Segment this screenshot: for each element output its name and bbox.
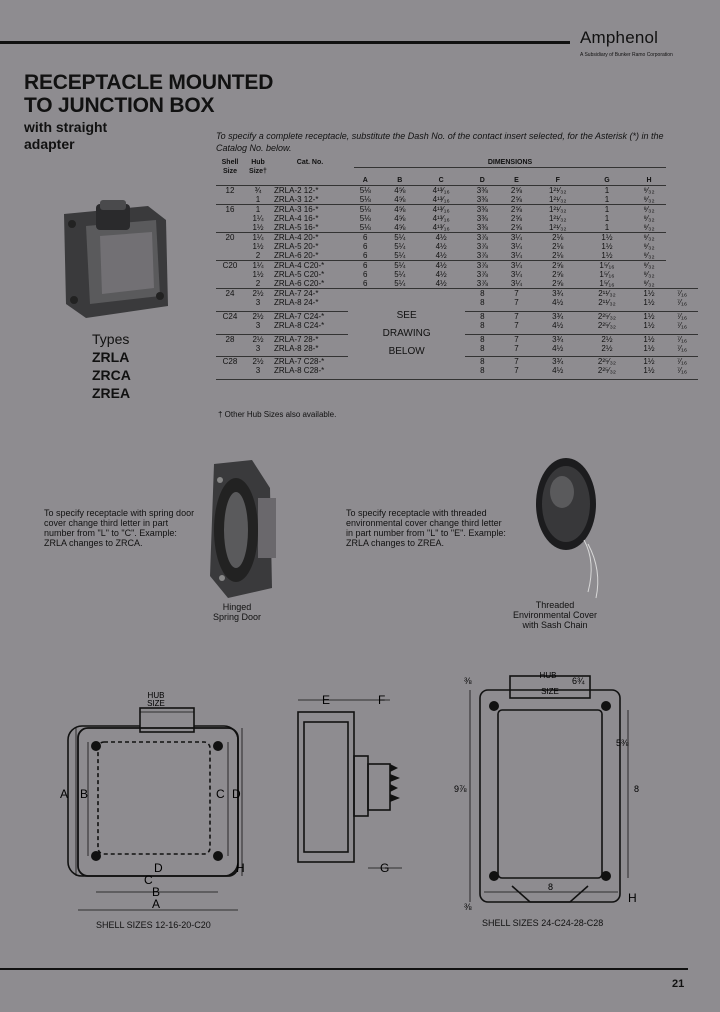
dim-a-label: A: [152, 897, 161, 911]
front-view-caption: SHELL SIZES 12-16-20-C20: [96, 920, 211, 930]
col-dimensions: DIMENSIONS: [354, 158, 666, 168]
large-shell-caption: SHELL SIZES 24-C24-28-C28: [482, 918, 604, 928]
intro-text: To specify a complete receptacle, substitute the Dash No. of the contact insert selected, for the Asterisk (*) in the Catalog No. below.: [216, 131, 664, 153]
col-a: A: [362, 177, 368, 184]
hub-size-label: SIZE: [541, 687, 559, 696]
table-row: C20 1¼ 1½ 2 ZRLA-4 C20-* ZRLA-5 C20-* ZRLA-6 C20-* 6 6 6 5¼ 5¼ 5¼ 4½ 4½ 4½ 3⅞ 3⅞ 3⅞ 3¼ 3¼ 3¼ 2⅝ 2⅝ 2⅝ 1⁵⁄₁₆ 1⁵⁄₁₆ 1⁵⁄₁₆ ⁹⁄₃₂ ⁹⁄₃₂ ⁹⁄₃₂: [216, 261, 698, 289]
bottom-eight-dim: 8: [548, 882, 554, 892]
bottom-small-dim: ⅜: [464, 902, 472, 912]
threaded-caption: Threaded Environmental Cover with Sash Chain: [512, 600, 598, 630]
hub-size-label: HUB: [539, 671, 557, 680]
col-h: H: [646, 177, 652, 184]
dim-h-label: H: [628, 891, 637, 905]
types-list: Types ZRLA ZRCA ZREA: [92, 331, 131, 401]
hub-size-label: SIZE: [147, 699, 165, 708]
page-title: RECEPTACLE MOUNTED TO JUNCTION BOX: [24, 71, 274, 117]
threaded-cover-note: To specify receptacle with threaded environmental cover change third letter in part number from "L" to "E". Example: ZRLA changes to ZREA.: [346, 508, 506, 548]
table-row: 28 2½ 3 ZRLA-7 28-* ZRLA-8 28-* 8 8 7 7 3¾ 4½ 2½ 2½ 1½ 1½ ⁷⁄₁₆ ⁷⁄₁₆: [216, 334, 698, 357]
dim-b-label: B: [152, 885, 161, 899]
col-cat-no: Cat. No.: [296, 159, 324, 166]
receptacle-photo: [56, 196, 176, 326]
dim-d-label: D: [232, 787, 241, 801]
table-row: C24 2½ 3 ZRLA-7 C24-* ZRLA-8 C24-* 8 8 7 7 3¾ 4½ 2²⁵⁄₃₂ 2²⁵⁄₃₂ 1½ 1½ ⁷⁄₁₆ ⁷⁄₁₆: [216, 311, 698, 334]
hinged-door-photo: [204, 458, 284, 600]
hub-size-label: HUB: [147, 691, 165, 700]
table-row: 24 2½ 3 ZRLA-7 24-* ZRLA-8 24-* SEE DRAWING BELOW 8 8 7 7 3¾ 4½ 2¹¹⁄₃₂ 2¹¹⁄₃₂ 1½ 1½ ⁷⁄₁₆ ⁷⁄₁₆: [216, 289, 698, 312]
col-b: B: [397, 177, 403, 184]
large-shell-drawing: [440, 666, 670, 922]
table-row: 12 ¾ 1 ZRLA-2 12-* ZRLA-3 12-* 5⅛ 5⅛ 4⅝ 4⅝ 4¹³⁄₁₆ 4¹³⁄₁₆ 3⅜ 3⅜ 2⅝ 2⅝ 1²¹⁄₃₂ 1²¹⁄₃₂ 1 1 ⁹⁄₃₂ ⁹⁄₃₂: [216, 186, 698, 205]
brand-logo: Amphenol: [580, 28, 659, 47]
col-g: G: [604, 177, 610, 184]
see-drawing-note: SEE DRAWING BELOW: [348, 289, 465, 380]
threaded-cover-photo: [526, 452, 610, 602]
table-footnote: † Other Hub Sizes also available.: [218, 410, 337, 419]
header-rule: [0, 41, 570, 44]
col-shell-size: Shell Size: [221, 159, 239, 175]
brand-tagline: A Subsidiary of Bunker Ramo Corporation: [580, 52, 673, 58]
col-d: D: [479, 177, 485, 184]
page-number: 21: [672, 978, 685, 990]
dim-a-label: A: [60, 787, 69, 801]
width-dim: 6¾: [572, 676, 585, 686]
upper-height-dim: 5⅜: [616, 738, 629, 748]
footer-rule: [0, 968, 688, 970]
table-row: 16 1 1¼ 1½ ZRLA-3 16-* ZRLA-4 16-* ZRLA-5 16-* 5⅛ 5⅛ 5⅛ 4⅝ 4⅝ 4⅝ 4¹³⁄₁₆ 4¹³⁄₁₆ 4¹³⁄₁₆ 3⅜ 3⅜ 3⅜ 2⅝ 2⅝ 2⅝ 1²¹⁄₃₂ 1²¹⁄₃₂ 1²¹⁄₃₂ 1 1 1 ⁹⁄₃₂ ⁹⁄₃₂ ⁹⁄₃₂: [216, 205, 698, 233]
col-hub-size: Hub Size†: [249, 159, 267, 175]
side-view-drawing: [290, 686, 408, 886]
table-row: C28 2½ 3 ZRLA-7 C28-* ZRLA-8 C28-* 8 8 7 7 3¾ 4½ 2²⁵⁄₃₂ 2²⁵⁄₃₂ 1½ 1½ ⁷⁄₁₆ ⁷⁄₁₆: [216, 357, 698, 380]
spring-door-note: To specify receptacle with spring door cover change third letter in part number from "L" to "C". Example: ZRLA changes to ZRCA.: [44, 508, 195, 548]
col-e: E: [514, 177, 519, 184]
table-row: 20 1¼ 1½ 2 ZRLA-4 20-* ZRLA-5 20-* ZRLA-6 20-* 6 6 6 5¼ 5¼ 5¼ 4½ 4½ 4½ 3⅞ 3⅞ 3⅞ 3¼ 3¼ 3¼ 2⅛ 2⅛ 2⅛ 1½ 1½ 1½ ⁹⁄₃₂ ⁹⁄₃₂ ⁹⁄₃₂: [216, 233, 698, 261]
dim-c-label: C: [144, 873, 153, 887]
dim-d-label: D: [154, 861, 163, 875]
col-c: C: [438, 177, 444, 184]
dim-g-label: G: [380, 861, 390, 875]
dim-h-label: H: [236, 861, 245, 875]
page-subtitle: with straight adapter: [24, 119, 108, 152]
right-eight-dim: 8: [634, 784, 640, 794]
dim-e-label: E: [322, 693, 331, 707]
dimension-table: [216, 158, 698, 380]
height-dim: 9⅞: [454, 784, 467, 794]
front-view-drawing: [60, 686, 256, 938]
dim-c-label: C: [216, 787, 225, 801]
col-f: F: [555, 177, 560, 184]
hinged-caption: Hinged Spring Door: [212, 602, 262, 622]
dim-f-label: F: [378, 693, 386, 707]
dim-b-label: B: [80, 787, 89, 801]
top-small-dim: ⅜: [464, 676, 472, 686]
